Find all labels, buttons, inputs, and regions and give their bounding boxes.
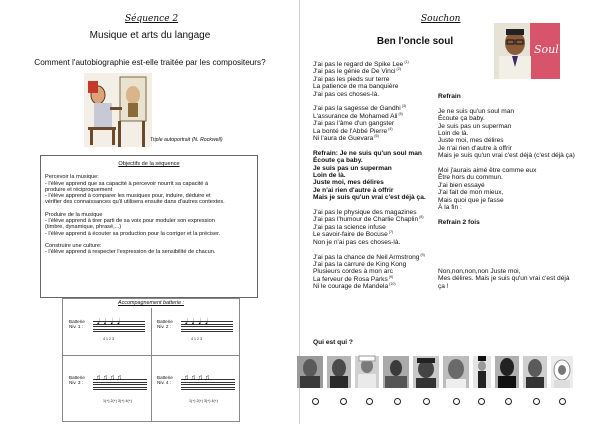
objectives-line: Produire de la musique [45, 211, 103, 218]
painting-caption: Triple autoportrait (N. Rockwell) [150, 137, 223, 143]
lyric-line: J'ai pas la chance de Neil Armstrong $^{(9)}$ [313, 252, 425, 261]
lyric-line: Non,non,non,non Juste moi, [438, 268, 521, 275]
footnote-number: (1) [403, 59, 409, 64]
drum-cell-1-label: Batterie Niv. 1 : [69, 319, 85, 329]
lyric-line: ça ! [438, 282, 449, 290]
objectives-section [45, 243, 253, 256]
lyric-line: Ni l'aura de Guevara $^{(6)}$ [313, 133, 379, 143]
objectives-line: - l'élève apprend à tirer parti de sa voix pour moduler son expression [45, 218, 215, 225]
portrait-1-image [297, 356, 323, 388]
lyric-line: Le savoir-faire de Bocuse $^{(7)}$ [313, 230, 394, 239]
objectives-title: Objectifs de la séquence [118, 161, 180, 167]
drum-cell-2-label: Batterie Niv. 2 : [157, 319, 173, 329]
lyric-line: La patience de ma banquière [313, 83, 399, 91]
answer-circle-5[interactable] [423, 398, 430, 405]
drum-notes-3: ♫♫♫♫ [95, 373, 123, 382]
lyric-line: Écoute ça baby. [438, 115, 485, 123]
who-is-who-title: Qui est qui ? [313, 339, 353, 346]
triple-self-portrait-image [84, 73, 152, 147]
objectives-list [45, 174, 253, 255]
portrait-5-image [413, 356, 439, 388]
lyric-line: Moi j'aurais aimé être comme eux [438, 167, 537, 175]
objectives-line: vérifier des connaissances qu'il utilisera ensuite dans d'autres contextes. [45, 199, 225, 206]
portrait-6-image [443, 356, 469, 388]
song-title: Ben l'oncle soul [376, 36, 454, 47]
drum-counts-3: 1(+) 2(+) 3(+) 4(+) [103, 399, 132, 403]
objectives-line: - l'élève apprend à écouter sa production pour la corriger et la préciser. [45, 230, 221, 237]
footnote-number: (5) [397, 111, 403, 116]
portrait-8-image [495, 356, 519, 388]
lyrics-column-2-ending [438, 268, 570, 290]
lyric-line: Je n'ai rien d'autre à offrir [313, 186, 394, 194]
answer-circle-7[interactable] [478, 398, 485, 405]
objectives-line: Percevoir la musique: [45, 174, 99, 181]
footnote-number: (2) [395, 67, 401, 72]
guiding-question: Comment l'autobiographie est-elle traitée par les compositeurs? [34, 58, 266, 67]
answer-circle-3[interactable] [366, 398, 373, 405]
stanza-gap [313, 142, 426, 149]
portrait-10-image [551, 356, 573, 388]
objectives-box [40, 155, 258, 298]
objectives-line: (timbre, dynamique, phrasé,...) [45, 224, 122, 231]
lyric-line: Je ne suis qu'un soul man [438, 107, 515, 115]
lyric-line: Ni le courage de Mandela $^{(10)}$ [313, 281, 396, 291]
footnote-number: (8) [418, 215, 424, 220]
objectives-section [45, 174, 253, 205]
stanza-gap [438, 160, 575, 167]
lyric-line: Loin de là. [438, 130, 469, 138]
lyric-line: La ferveur de Rosa Parks $^{(9)}$ [313, 274, 394, 283]
lyric-line: J'ai pas le physique des magazines [313, 209, 417, 217]
lyric-line: Être hors du commun. [438, 174, 503, 182]
lyric-line: J'ai fait de mon mieux, [438, 189, 504, 197]
lyric-line: Mais je suis qu'un vrai c'est déjà (c'est déjà ça) [438, 152, 575, 160]
lyric-line: La bonté de l'Abbé Pierre $^{(4)}$ [313, 126, 393, 135]
lyric-line: J'ai pas la sagesse de Gandhi $^{(3)}$ [313, 104, 407, 113]
lyric-line: Je n'ai rien d'autre à offrir [438, 144, 512, 152]
drum-counts-1: 4 1 2 3 [103, 337, 114, 341]
answer-circle-6[interactable] [453, 398, 460, 405]
sequence-heading: Séquence 2 [125, 14, 179, 24]
ben-l-oncle-soul-photo [494, 23, 560, 79]
objectives-line: - l'élève apprend que sa capacité à percevoir nourrit sa capacité à [45, 180, 209, 187]
lyric-line: Loin de là. [313, 172, 346, 180]
portrait-3-image [355, 356, 379, 388]
portrait-4-image [383, 356, 409, 388]
lyric-line: Refrain 2 fois [438, 218, 480, 226]
footnote-number: (10) [388, 281, 396, 286]
drum-divider-vertical [151, 308, 152, 421]
footnote-number: (6) [373, 133, 379, 138]
objectives-line: - l'élève apprend à comparer les musiques pour, induire, déduire et [45, 193, 211, 200]
lyric-line: Je suis pas un superman [438, 122, 512, 130]
lyric-line: Mais je suis qu'un vrai c'est déjà ça. [313, 194, 426, 202]
answer-circle-9[interactable] [533, 398, 540, 405]
lyric-line: Refrain: Je ne suis qu'un soul man [313, 149, 422, 157]
lyric-line: Refrain [438, 93, 461, 100]
drum-counts-4: 1(+) 2(+) 3(+) 4(+) [189, 399, 218, 403]
footnote-number: (7) [387, 230, 394, 235]
lyric-line: Je suis pas un superman [313, 164, 392, 172]
portrait-9-image [523, 356, 547, 388]
lyric-line: J'ai pas les pieds sur terre [313, 75, 390, 83]
answer-circle-4[interactable] [394, 398, 401, 405]
objectives-line: - l'élève apprend à respecter l'expression de la sensibilité de chacun. [45, 249, 216, 256]
stanza-gap [313, 246, 426, 253]
answer-circle-8[interactable] [505, 398, 512, 405]
drum-cell-4-label: Batterie Niv. 4 : [157, 375, 173, 385]
footnote-number: (9) [419, 252, 425, 257]
lyric-line: Plusieurs cordes à mon arc [313, 268, 393, 276]
lyric-line: J'ai pas l'humour de Charlie Chaplin $^{(8)}$ [313, 215, 424, 224]
portraits-strip [297, 354, 597, 392]
artist-heading: Souchon [421, 14, 461, 24]
lyric-line: Juste moi, mes délires [313, 179, 384, 187]
drum-accompaniment-box [62, 298, 240, 422]
footnote-number: (4) [387, 126, 393, 131]
drum-notes-4: ♫♫♫♫ [183, 373, 211, 382]
footnote-number: (9) [387, 274, 394, 279]
lyrics-column-1 [313, 61, 426, 291]
lyric-line: L'assurance de Mohamed Ali $^{(5)}$ [313, 111, 403, 120]
lyric-line: Non je n'ai pas ces choses-là. [313, 238, 401, 246]
portrait-7-image [473, 356, 491, 388]
answer-circle-10[interactable] [559, 398, 566, 405]
drum-accompaniment-title: Accompagnement batterie : [118, 300, 184, 306]
lyric-line: Mes délires. Mais je suis qu'un vrai c'est déjà [438, 275, 570, 283]
lyric-line: Écoute ça baby. [313, 157, 363, 165]
lyrics-column-2 [438, 93, 575, 226]
drum-cell-3-label: Batterie Niv. 3 : [69, 375, 85, 385]
lyric-line: J'ai pas le regard de Spike Lee $^{(1)}$ [313, 59, 409, 68]
stanza-gap [313, 202, 426, 209]
lyric-line: J'ai pas l'âme d'un gangster [313, 120, 395, 128]
lyric-line: Juste moi, mes délires [438, 137, 504, 145]
objectives-line: produire et réciproquement [45, 186, 113, 193]
lyric-line: Mais quoi que je fasse [438, 196, 504, 204]
lyric-line: J'ai pas la science infuse [313, 223, 386, 231]
objectives-line: Construire une culture: [45, 242, 102, 249]
objectives-section [45, 212, 253, 237]
stanza-gap [438, 100, 575, 107]
lyric-line: J'ai pas la carrure de King Kong [313, 260, 407, 268]
drum-counts-2: 4 1 2 3 [191, 337, 202, 341]
drum-notes-1: 𝅘𝅥 𝅘𝅥 𝅘𝅥 𝅘𝅥 [97, 317, 121, 326]
stanza-gap [438, 211, 575, 218]
lyric-line: J'ai pas ces choses-là. [313, 90, 380, 98]
lyric-line: À la fin : [438, 204, 462, 212]
answer-circle-1[interactable] [312, 398, 319, 405]
lyric-line: J'ai pas le génie de De Vinci $^{(2)}$ [313, 67, 401, 76]
lyric-line: J'ai bien essayé [438, 181, 485, 189]
left-page-title: Musique et arts du langage [89, 30, 211, 41]
drum-notes-2: 𝅘𝅥 𝅘𝅥 𝅘𝅥 𝅘𝅥 [185, 317, 209, 326]
answer-circle-2[interactable] [340, 398, 347, 405]
footnote-number: (3) [400, 104, 407, 109]
svg-text:Soul: Soul [534, 43, 559, 56]
portrait-2-image [327, 356, 351, 388]
